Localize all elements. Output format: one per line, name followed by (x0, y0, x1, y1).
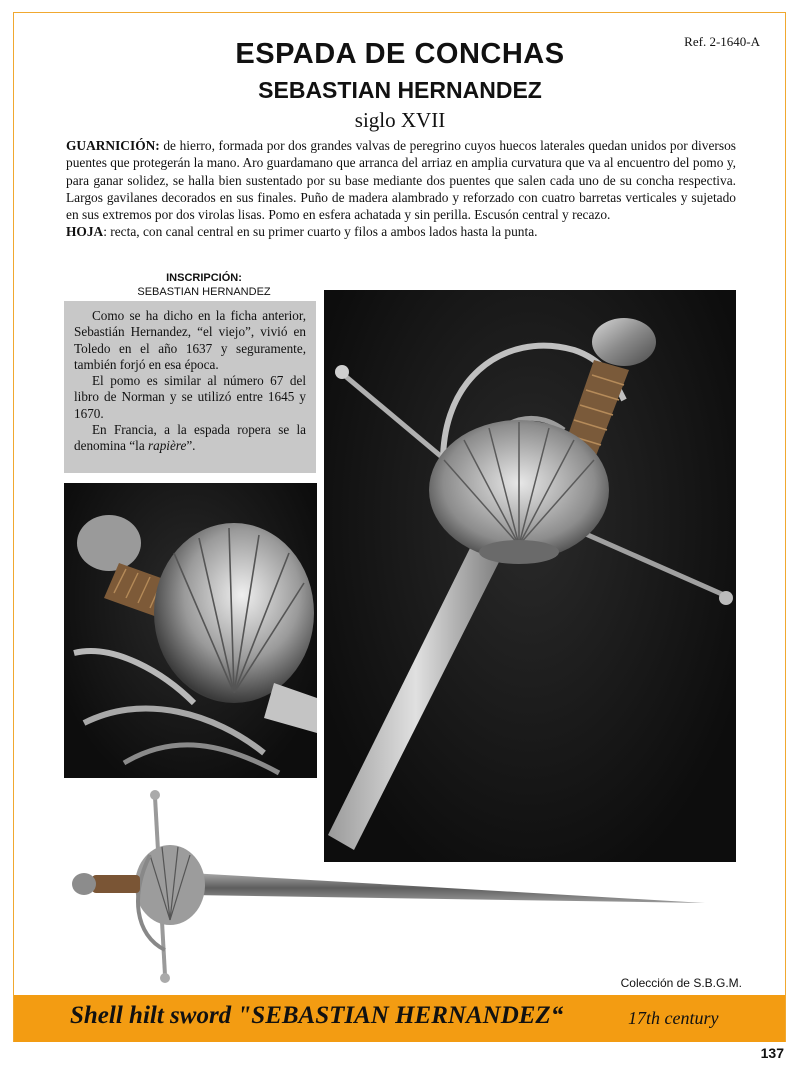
inscription-heading: INSCRIPCIÓN: (166, 272, 242, 284)
guarnicion-text: de hierro, formada por dos grandes valvas de peregrino cuyos huecos laterales quedan unidos por diversos puentes que protegerán la mano. Aro guardamano que arranca del arriaz en amplia curvatura que va al encuentro del pomo y, para ganar solidez, se halla bien sustentado por su base mediante dos puentes que salen cada uno de su concha respectiva. Largos gavilanes decorados en sus finales. Puño de madera alambrado y reforzado con cuatro barretas verticales y sujetado en sus extremos por dos virolas lisas. Pomo en esfera achatada y sin perilla. Escusón central y recazo. (66, 138, 736, 223)
notes-paragraph-1: Como se ha dicho en la ficha anterior, Sebastián Hernandez, “el viejo”, vivió en Toledo en el año 1637 y seguramente, también forjó en esa época. (74, 308, 306, 372)
collection-credit: Colección de S.B.G.M. (620, 976, 742, 990)
hoja-label: HOJA (66, 224, 104, 240)
notes-p3-start: En Francia, a la espada ropera se la denomina “la (74, 422, 306, 454)
century-label: siglo XVII (354, 108, 446, 132)
guarnicion-paragraph (66, 137, 736, 241)
notes-paragraph-3 (74, 422, 306, 455)
reference-number: Ref. 2-1640-A (684, 34, 760, 49)
english-title: Shell hilt sword "SEBASTIAN HERNANDEZ“ (70, 1002, 564, 1029)
notes-box (64, 301, 316, 473)
notes-p3-italic: rapière (147, 438, 187, 454)
english-title-banner (14, 995, 785, 1042)
detail-hilt-photo (64, 483, 317, 778)
notes-paragraph-2: El pomo es similar al número 67 del libro de Norman y se utilizó entre 1645 y 1670. (74, 373, 306, 421)
page-subtitle: SEBASTIAN HERNANDEZ (258, 77, 542, 103)
page-title: ESPADA DE CONCHAS (235, 38, 565, 70)
full-sword-photo (70, 785, 720, 990)
sword-hilt-illustration (324, 290, 736, 862)
full-sword-illustration (70, 785, 720, 990)
english-century: 17th century (628, 1008, 719, 1028)
inscription-text: SEBASTIAN HERNANDEZ (137, 286, 271, 298)
main-sword-photo (324, 290, 736, 862)
page-number: 137 (760, 1045, 784, 1061)
hoja-text: : recta, con canal central en su primer cuarto y filos a ambos lados hasta la punta. (103, 224, 538, 240)
notes-p3-end: ”. (186, 438, 196, 454)
hilt-detail-illustration (64, 483, 317, 778)
guarnicion-label: GUARNICIÓN: (66, 138, 160, 153)
description-block (66, 137, 736, 241)
